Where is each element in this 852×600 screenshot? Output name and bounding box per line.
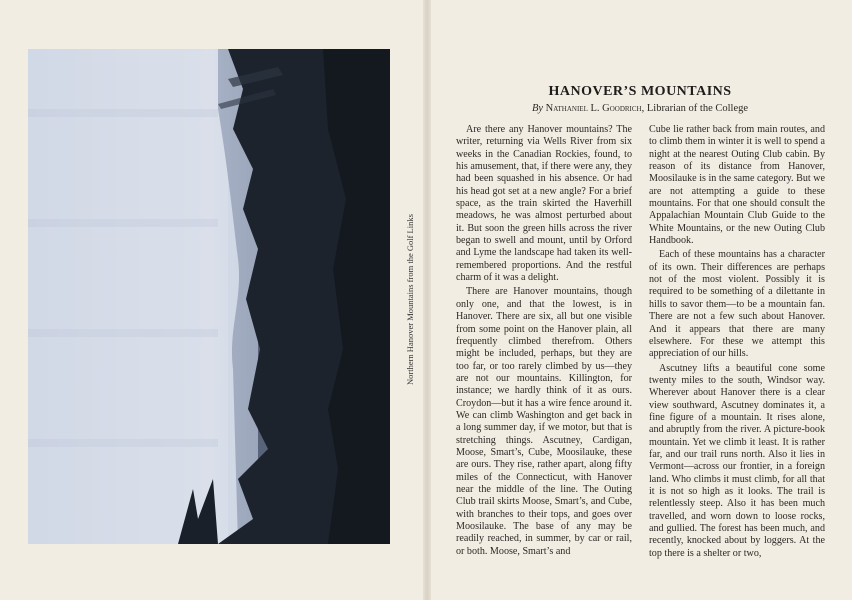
paragraph: Are there any Hanover mountains? The writer, returning via Wells River from six weeks in the Canadian Rockies, found, to his amusement, that, if there were any, they had been squashed in his absence. Or had his head got set at a new angle? For a brief space, as the train skirted the Haverhill meadows, he was almost perturbed about it. But soon the green hills across the river began to swell and mount, until by Orford and Lyme the landscape had taken its well-remembered proportions. And the restful charm of it was a delight.	[456, 124, 632, 284]
author-role: , Librarian of the College	[641, 103, 749, 114]
paragraph: There are Hanover mountains, though only one, and that the lowest, is in Hanover. There are six, all but one visible from some point on the Hanover plain, all frequently climbed therefrom. Others might be included, perhaps, but they are too far, or too rarely climbed by us—they are not our mountains. Killington, for instance; we hardly think of it as ours. Croydon—but it has a wire fence around it. We can climb Washington and get back in a long summer day, if we motor, but that is stretching things. Ascutney, Cardigan, Moose, Smart’s, Cube, Moosilauke, these are ours. They rise, rather apart, along fifty miles of the Connecticut, with Hanover near the middle of the line. The Outing Club trail skirts Moose, Smart’s, and Cube, with branches to their tops, and goes over Moosilauke. The base of any may be readily reached, in summer, by car or rail, or both. Moose, Smart’s and	[456, 286, 632, 557]
paragraph: Ascutney lifts a beautiful cone some twenty miles to the south, Windsor way. Wherever about Hanover there is a clear view southward, Ascutney dominates it, a fine figure of a mountain. It rises alone, and abruptly from the river. A picture-book mountain. Yet we climb it least. It is rather far, and our trail runs north. Also it lies in Vermont—across our frontier, in a foreign land. Who climbs it must climb, for all that it is not so high as it looks. The trail is relentlessly steep. Also it has been much travelled, and worn down to loose rocks, and gullied. The forest has been much, and recently, knocked about by loggers. At the top there is a shelter or two,	[649, 362, 825, 559]
article-byline	[440, 103, 840, 114]
byline-prefix: By	[531, 103, 544, 114]
article-title: HANOVER’S MOUNTAINS	[548, 84, 732, 99]
mountain-photograph	[28, 49, 390, 544]
photo-caption: Northern Hanover Mountains from the Golf Links	[405, 214, 415, 385]
photo-image	[28, 49, 390, 544]
author-name: Nathaniel L. Goodrich	[545, 103, 642, 114]
page-gutter	[423, 0, 431, 600]
paragraph: Each of these mountains has a character of its own. Their differences are perhaps not of the most violent. Possibly it is required to be something of a dilettante in hills to savor them—to be a mountain fan. There are not a few such about Hanover. And it appears that there are many elsewhere. For these we attempt this appreciation of our hills.	[649, 249, 825, 360]
paragraph: Cube lie rather back from main routes, and to climb them in winter it is well to spend a night at the nearest Outing Club cabin. By reason of its distance from Hanover, Moosilauke is in the same category. But we are not attempting a guide to these mountains. For that one should consult the Appalachian Mountain Club Guide to the White Mountains, or the new Outing Club Handbook.	[649, 124, 825, 247]
text-column-right	[649, 124, 825, 562]
text-column-left	[456, 124, 632, 560]
